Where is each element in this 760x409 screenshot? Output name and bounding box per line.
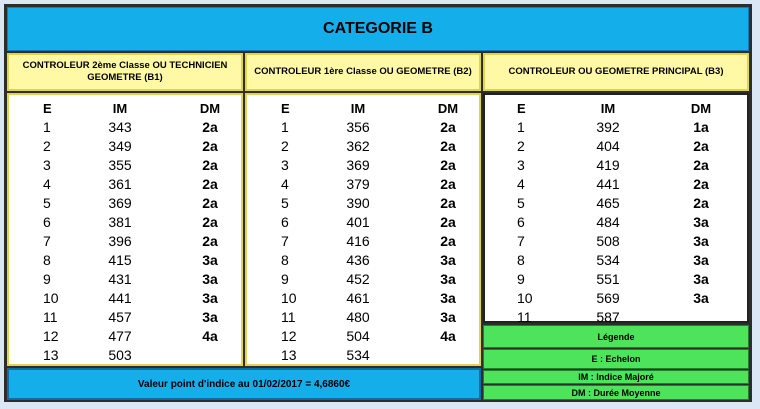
- cell-echelon: 7: [281, 233, 289, 249]
- table-row: [247, 194, 479, 213]
- cell-indice-majore: 419: [596, 157, 620, 173]
- cell-echelon: 6: [281, 214, 289, 230]
- cell-echelon: 5: [517, 195, 525, 211]
- table-row: [485, 251, 747, 270]
- cell-indice-majore: 416: [346, 233, 370, 249]
- cell-duree-moyenne: 2a: [693, 138, 709, 154]
- table-row: [485, 194, 747, 213]
- table-row: [247, 156, 479, 175]
- cell-duree-moyenne: 2a: [202, 176, 218, 192]
- cell-echelon: 2: [43, 138, 51, 154]
- column-body-b3: [483, 93, 749, 323]
- head-duree-moyenne: DM: [690, 101, 712, 116]
- cell-indice-majore: 480: [346, 309, 370, 325]
- cell-duree-moyenne: 4a: [440, 328, 456, 344]
- table-head-row: [485, 99, 747, 118]
- cell-echelon: 4: [281, 176, 289, 192]
- table-row: [9, 251, 241, 270]
- cell-indice-majore: 390: [346, 195, 370, 211]
- cell-echelon: 11: [281, 309, 296, 325]
- cell-echelon: 5: [281, 195, 289, 211]
- cell-indice-majore: 431: [108, 271, 132, 287]
- cell-indice-majore: 369: [346, 157, 370, 173]
- table-row: [247, 346, 479, 365]
- cell-duree-moyenne: 2a: [440, 233, 456, 249]
- cell-indice-majore: 362: [346, 138, 370, 154]
- table-row: [247, 213, 479, 232]
- cell-echelon: 4: [43, 176, 51, 192]
- cell-indice-majore: 441: [108, 290, 132, 306]
- cell-indice-majore: 465: [596, 195, 620, 211]
- cell-indice-majore: 361: [108, 176, 132, 192]
- cell-duree-moyenne: 2a: [440, 195, 456, 211]
- column-body-b1: [7, 93, 243, 366]
- table-row: [485, 156, 747, 175]
- cell-duree-moyenne: 3a: [440, 252, 456, 268]
- table-row: [247, 251, 479, 270]
- cell-echelon: 11: [517, 309, 532, 325]
- cell-echelon: 10: [517, 290, 533, 306]
- table-row: [9, 175, 241, 194]
- cell-echelon: 1: [281, 119, 289, 135]
- cell-duree-moyenne: 2a: [202, 138, 218, 154]
- table-head-row: [9, 99, 241, 118]
- cell-indice-majore: 441: [596, 176, 620, 192]
- table-row: [9, 289, 241, 308]
- cell-duree-moyenne: 2a: [440, 157, 456, 173]
- cell-indice-majore: 569: [596, 290, 620, 306]
- cell-duree-moyenne: 3a: [440, 309, 456, 325]
- table-row: [9, 156, 241, 175]
- cell-echelon: 8: [43, 252, 51, 268]
- cell-echelon: 1: [517, 119, 525, 135]
- cell-echelon: 4: [517, 176, 525, 192]
- head-echelon: E: [281, 101, 290, 116]
- cell-indice-majore: 461: [346, 290, 370, 306]
- column-body-b2: [245, 93, 481, 366]
- cell-echelon: 6: [517, 214, 525, 230]
- cell-indice-majore: 392: [596, 119, 620, 135]
- cell-indice-majore: 369: [108, 195, 132, 211]
- cell-indice-majore: 484: [596, 214, 620, 230]
- cell-duree-moyenne: 2a: [202, 157, 218, 173]
- table-row: [9, 194, 241, 213]
- cell-echelon: 12: [43, 328, 59, 344]
- head-duree-moyenne: DM: [199, 101, 221, 116]
- cell-indice-majore: 436: [346, 252, 370, 268]
- cell-duree-moyenne: 3a: [202, 309, 218, 325]
- cell-echelon: 12: [281, 328, 297, 344]
- cell-echelon: 8: [281, 252, 289, 268]
- cell-indice-majore: 396: [108, 233, 132, 249]
- index-point-value: Valeur point d'indice au 01/02/2017 = 4,6860€: [7, 368, 481, 400]
- legend-item-duree-moyenne: DM : Durée Moyenne: [483, 385, 749, 400]
- table-row: [247, 232, 479, 251]
- cell-indice-majore: 381: [108, 214, 132, 230]
- cell-echelon: 13: [43, 347, 59, 363]
- table-row: [485, 232, 747, 251]
- cell-echelon: 3: [43, 157, 51, 173]
- cell-duree-moyenne: 2a: [693, 176, 709, 192]
- cell-duree-moyenne: 1a: [693, 119, 709, 135]
- cell-duree-moyenne: 3a: [693, 271, 709, 287]
- cell-indice-majore: 477: [108, 328, 132, 344]
- cell-echelon: 7: [517, 233, 525, 249]
- cell-duree-moyenne: 2a: [440, 214, 456, 230]
- table-row: [9, 308, 241, 327]
- cell-indice-majore: 534: [346, 347, 370, 363]
- head-echelon: E: [43, 101, 52, 116]
- cell-duree-moyenne: 3a: [693, 252, 709, 268]
- cell-duree-moyenne: 4a: [202, 328, 218, 344]
- table-row: [247, 118, 479, 137]
- table-row: [485, 175, 747, 194]
- table-row: [9, 137, 241, 156]
- cell-indice-majore: 356: [346, 119, 370, 135]
- cell-indice-majore: 504: [346, 328, 370, 344]
- cell-echelon: 2: [281, 138, 289, 154]
- cell-duree-moyenne: 3a: [440, 271, 456, 287]
- cell-echelon: 8: [517, 252, 525, 268]
- table-row: [485, 289, 747, 308]
- cell-duree-moyenne: 3a: [440, 290, 456, 306]
- cell-echelon: 2: [517, 138, 525, 154]
- cell-duree-moyenne: 3a: [693, 214, 709, 230]
- column-header-b3: CONTROLEUR OU GEOMETRE PRINCIPAL (B3): [483, 53, 749, 91]
- head-indice-majore: IM: [112, 101, 128, 116]
- cell-echelon: 6: [43, 214, 51, 230]
- table-row: [485, 118, 747, 137]
- cell-duree-moyenne: 3a: [693, 233, 709, 249]
- cell-echelon: 13: [281, 347, 297, 363]
- cell-echelon: 9: [43, 271, 51, 287]
- cell-indice-majore: 503: [108, 347, 132, 363]
- table-row: [247, 289, 479, 308]
- cell-duree-moyenne: 2a: [440, 119, 456, 135]
- table-row: [485, 270, 747, 289]
- cell-duree-moyenne: 2a: [693, 157, 709, 173]
- legend-item-indice-majore: IM : Indice Majoré: [483, 370, 749, 384]
- cell-duree-moyenne: 2a: [693, 195, 709, 211]
- cell-duree-moyenne: 3a: [202, 271, 218, 287]
- table-head-row: [247, 99, 479, 118]
- cell-indice-majore: 508: [596, 233, 620, 249]
- table-row: [247, 308, 479, 327]
- legend-item-echelon: E : Echelon: [483, 349, 749, 369]
- head-indice-majore: IM: [600, 101, 616, 116]
- cell-duree-moyenne: 2a: [202, 233, 218, 249]
- cell-echelon: 9: [517, 271, 525, 287]
- cell-indice-majore: 401: [346, 214, 370, 230]
- table-title: CATEGORIE B: [7, 7, 749, 51]
- column-header-b1: CONTROLEUR 2ème Classe OU TECHNICIEN GEOMETRE (B1): [7, 53, 243, 91]
- cell-indice-majore: 415: [108, 252, 132, 268]
- table-row: [9, 118, 241, 137]
- head-indice-majore: IM: [350, 101, 366, 116]
- grade-table-frame: [4, 4, 752, 402]
- cell-indice-majore: 534: [596, 252, 620, 268]
- table-row: [247, 175, 479, 194]
- cell-duree-moyenne: 2a: [202, 214, 218, 230]
- cell-duree-moyenne: 3a: [202, 290, 218, 306]
- cell-echelon: 9: [281, 271, 289, 287]
- cell-duree-moyenne: 2a: [202, 195, 218, 211]
- table-row: [9, 213, 241, 232]
- column-header-b2: CONTROLEUR 1ère Classe OU GEOMETRE (B2): [245, 53, 481, 91]
- table-row: [247, 327, 479, 346]
- cell-duree-moyenne: 2a: [440, 138, 456, 154]
- table-row: [9, 232, 241, 251]
- cell-echelon: 3: [281, 157, 289, 173]
- legend-title: Légende: [483, 325, 749, 348]
- cell-duree-moyenne: 2a: [440, 176, 456, 192]
- cell-indice-majore: 355: [108, 157, 132, 173]
- table-row: [9, 270, 241, 289]
- cell-indice-majore: 349: [108, 138, 132, 154]
- table-row: [485, 213, 747, 232]
- table-row: [9, 327, 241, 346]
- cell-echelon: 3: [517, 157, 525, 173]
- cell-indice-majore: 452: [346, 271, 370, 287]
- cell-indice-majore: 343: [108, 119, 132, 135]
- table-row: [247, 270, 479, 289]
- cell-echelon: 10: [43, 290, 59, 306]
- cell-echelon: 1: [43, 119, 51, 135]
- cell-echelon: 10: [281, 290, 297, 306]
- table-row: [9, 346, 241, 365]
- head-duree-moyenne: DM: [437, 101, 459, 116]
- cell-indice-majore: 404: [596, 138, 620, 154]
- cell-indice-majore: 551: [596, 271, 620, 287]
- table-row: [247, 137, 479, 156]
- cell-indice-majore: 379: [346, 176, 370, 192]
- cell-indice-majore: 457: [108, 309, 132, 325]
- head-echelon: E: [517, 101, 526, 116]
- table-row: [485, 137, 747, 156]
- cell-duree-moyenne: 3a: [693, 290, 709, 306]
- cell-indice-majore: 587: [596, 309, 620, 325]
- cell-echelon: 7: [43, 233, 51, 249]
- cell-duree-moyenne: 2a: [202, 119, 218, 135]
- cell-echelon: 5: [43, 195, 51, 211]
- cell-duree-moyenne: 3a: [202, 252, 218, 268]
- cell-echelon: 11: [43, 309, 58, 325]
